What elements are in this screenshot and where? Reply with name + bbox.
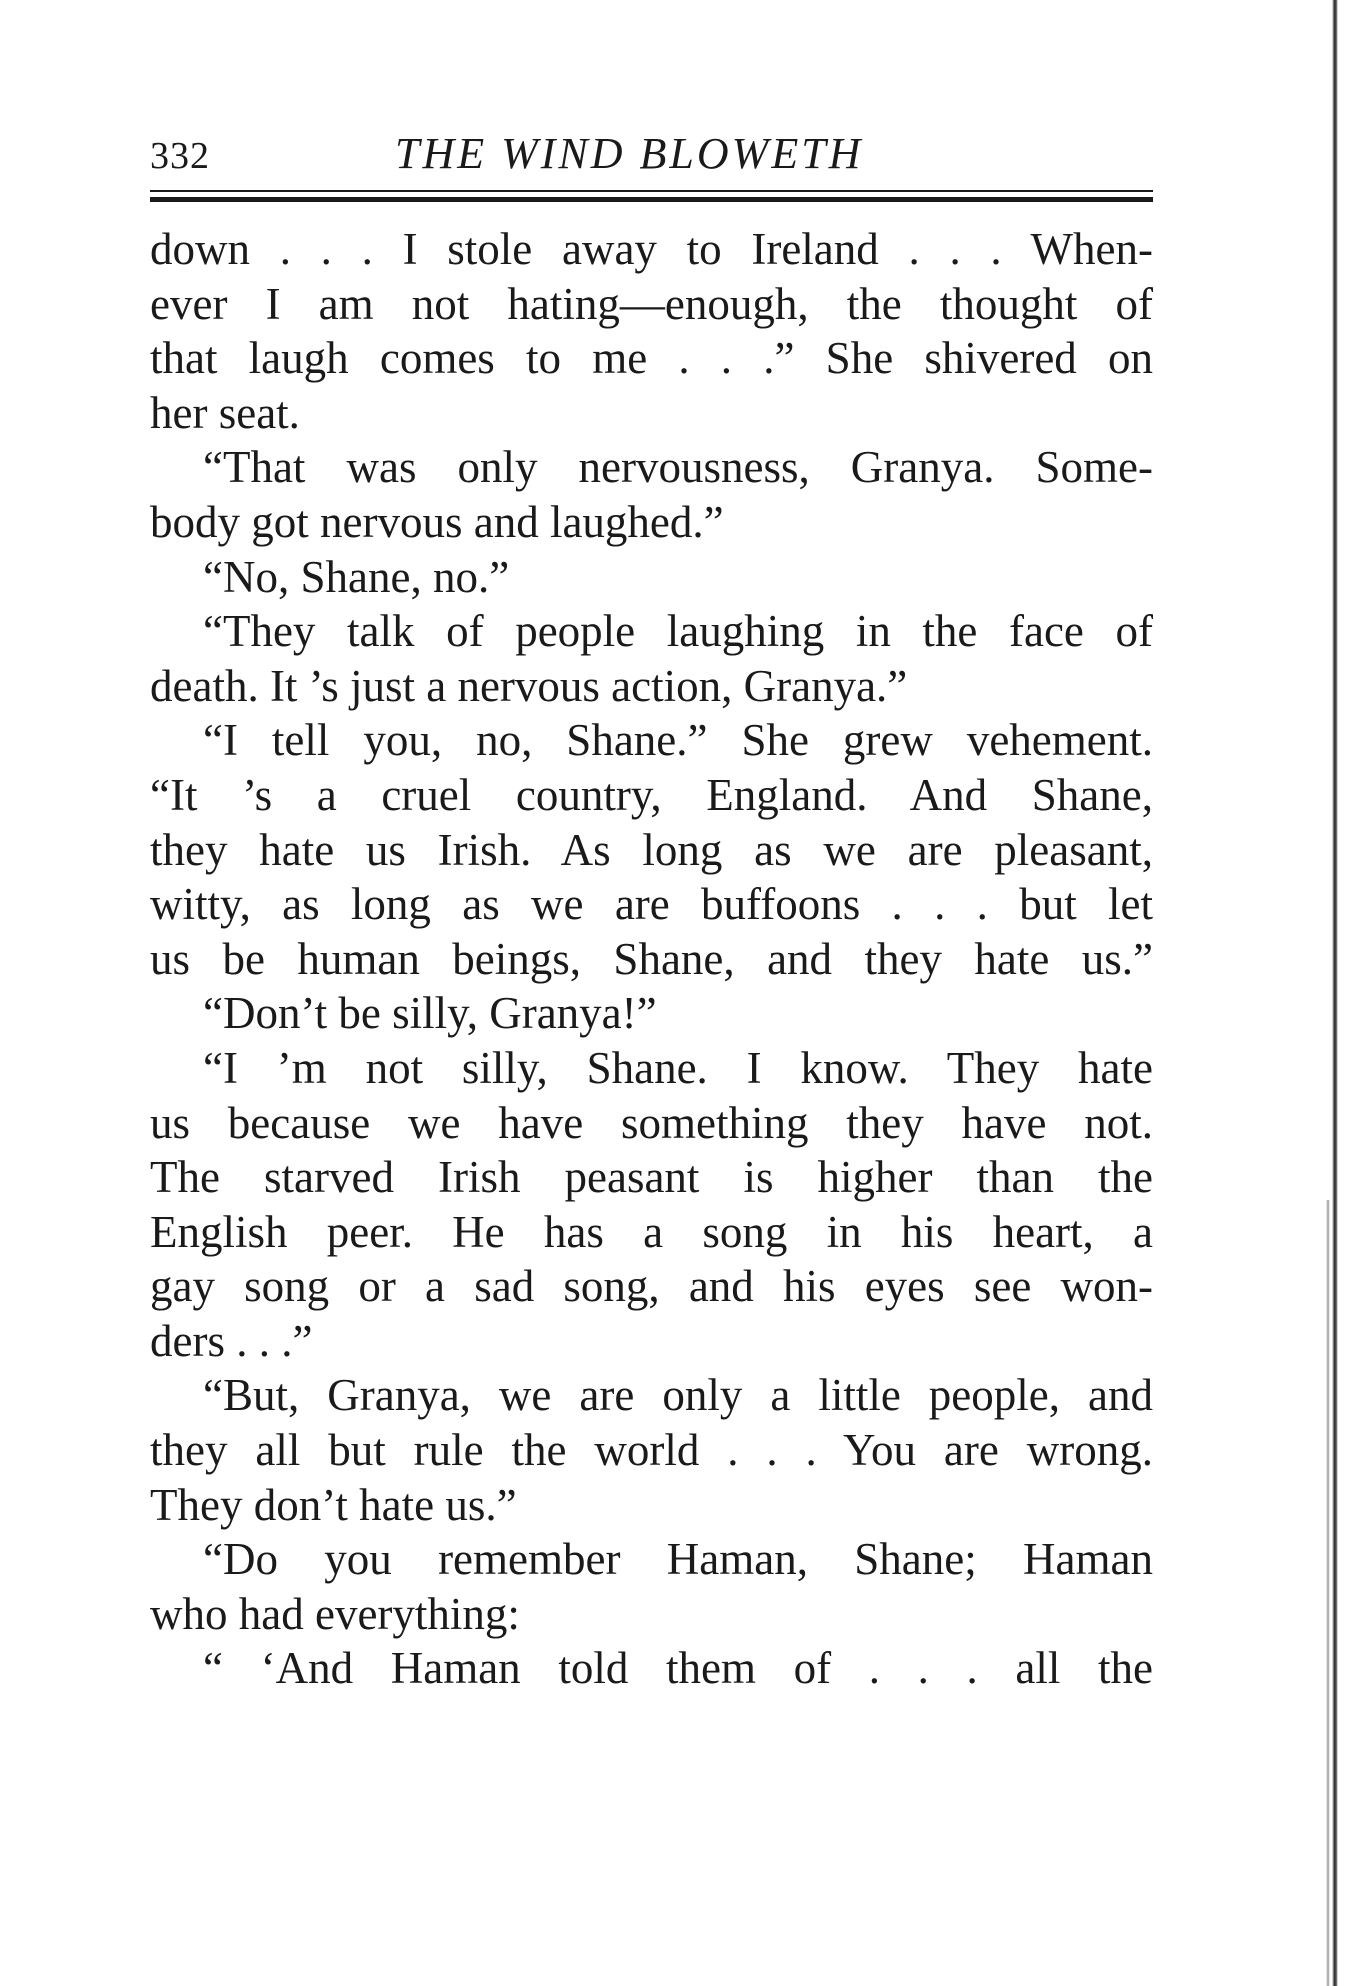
text-line: they hate us Irish. As long as we are pleasant,: [150, 824, 1153, 875]
text-line: us because we have something they have not.: [150, 1097, 1153, 1148]
text-line: “But, Granya, we are only a little people, and: [203, 1370, 1153, 1421]
text-line: that laugh comes to me . . .” She shivered on: [150, 333, 1153, 384]
header-rule-thin: [150, 190, 1153, 192]
text-line: “Don’t be silly, Granya!”: [203, 988, 657, 1039]
page-number: 332: [150, 135, 210, 177]
text-line: “ ‘And Haman told them of . . . all the: [203, 1643, 1153, 1694]
text-line: down . . . I stole away to Ireland . . . When-: [150, 224, 1153, 274]
text-line: body got nervous and laughed.”: [150, 496, 724, 547]
header-double-rule: [150, 190, 1153, 204]
text-line: they all but rule the world . . . You are wrong.: [150, 1425, 1153, 1476]
page-edge-shadow: [1332, 0, 1338, 1986]
text-line: who had everything:: [150, 1588, 520, 1639]
text-line: “I ’m not silly, Shane. I know. They hate: [203, 1042, 1153, 1093]
text-line: death. It ’s just a nervous action, Granya.”: [150, 660, 908, 711]
text-line: witty, as long as we are buffoons . . . but let: [150, 879, 1153, 930]
text-line: They don’t hate us.”: [150, 1479, 517, 1530]
body-text: [150, 222, 1153, 1696]
text-line: gay song or a sad song, and his eyes see won-: [150, 1261, 1153, 1312]
text-line: The starved Irish peasant is higher than the: [150, 1152, 1153, 1203]
text-line: “They talk of people laughing in the face of: [203, 606, 1153, 657]
text-line: her seat.: [150, 387, 300, 438]
header-rule-thick: [150, 197, 1153, 202]
text-line: ders . . .”: [150, 1315, 313, 1366]
text-line: “That was only nervousness, Granya. Some-: [203, 442, 1153, 493]
text-line: “I tell you, no, Shane.” She grew vehement.: [203, 715, 1153, 766]
text-line: ever I am not hating—enough, the thought of: [150, 278, 1153, 329]
text-line: English peer. He has a song in his heart, a: [150, 1206, 1153, 1257]
page-edge-soft-shadow: [1326, 1200, 1330, 1986]
text-line: “No, Shane, no.”: [203, 551, 510, 602]
text-line: us be human beings, Shane, and they hate us.”: [150, 933, 1153, 984]
running-title: THE WIND BLOWETH: [395, 129, 864, 178]
text-line: “It ’s a cruel country, England. And Shane,: [150, 769, 1153, 820]
text-line: “Do you remember Haman, Shane; Haman: [203, 1534, 1153, 1585]
page-header: [150, 128, 1153, 178]
